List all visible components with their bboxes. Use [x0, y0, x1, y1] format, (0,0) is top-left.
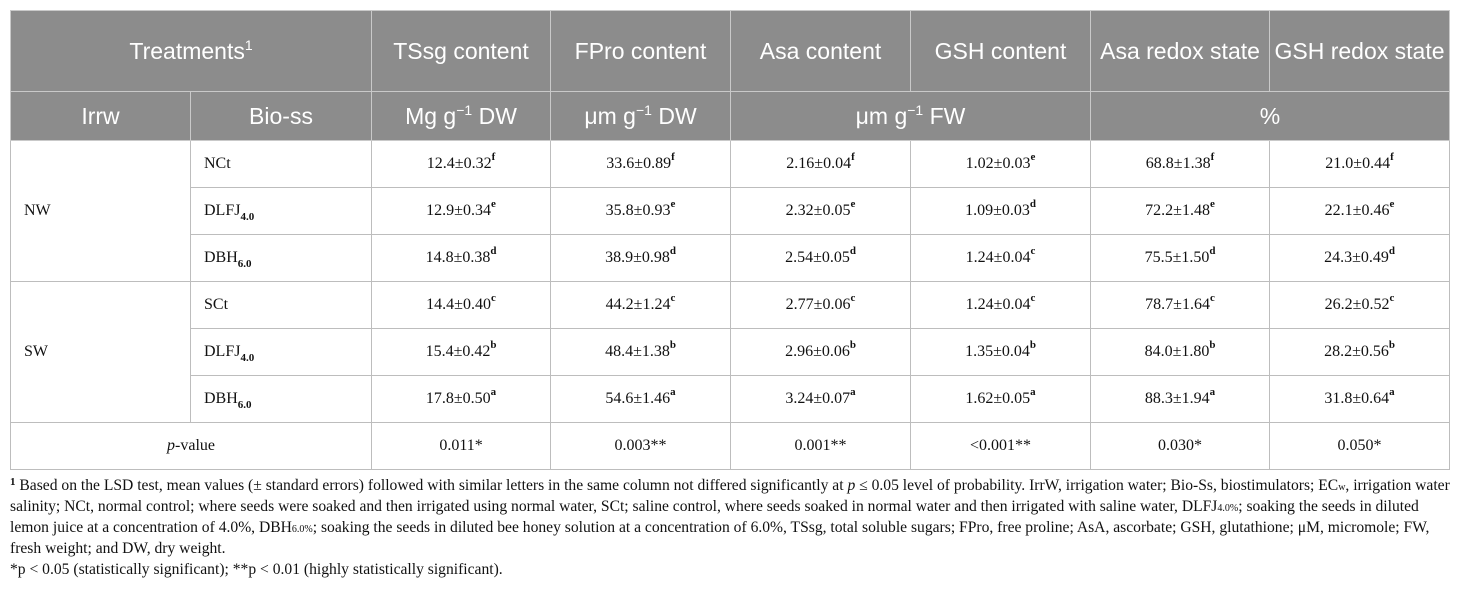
value-cell — [1270, 235, 1450, 282]
table-row — [11, 188, 1450, 235]
value: 1.62±0.05 — [965, 390, 1031, 407]
value: 78.7±1.64 — [1145, 296, 1210, 313]
value-cell — [1270, 329, 1450, 376]
unit-text: FW — [923, 102, 966, 129]
significance-letter: f — [491, 151, 496, 163]
unit-exponent: −1 — [907, 101, 924, 118]
value-cell — [911, 329, 1091, 376]
value: 33.6±0.89 — [606, 155, 672, 172]
pvalue-label — [11, 423, 372, 470]
significance-letter: a — [1209, 386, 1216, 398]
footnote-text: ; soaking the seeds in diluted bee honey solution at a concentration of 6.0%, TSsg, total soluble sugars; FPro, free proline; AsA, ascorbate; GSH, glutathione; μM, micromole; FW, fresh weight; and DW, dry weight. — [10, 519, 1430, 557]
col-header-tssg: TSsg content — [372, 11, 551, 92]
treatment-name: NCt — [204, 155, 231, 172]
value-cell — [1091, 376, 1270, 423]
value: 38.9±0.98 — [605, 249, 670, 266]
footnote-p: p — [847, 477, 856, 494]
value-cell — [731, 329, 911, 376]
table-body — [11, 141, 1450, 470]
significance-letter: b — [669, 339, 676, 351]
value-cell — [372, 141, 551, 188]
value-cell — [1270, 376, 1450, 423]
value-cell — [1091, 141, 1270, 188]
table-row — [11, 141, 1450, 188]
footnote-subscript: 4.0% — [1217, 503, 1239, 514]
value: 1.09±0.03 — [965, 202, 1030, 219]
value: 3.24±0.07 — [785, 390, 851, 407]
value: 1.35±0.04 — [965, 343, 1030, 360]
value: 35.8±0.93 — [605, 202, 671, 219]
pvalue-cell: 0.050* — [1270, 423, 1450, 470]
value: 12.4±0.32 — [426, 155, 492, 172]
table-footnotes — [10, 475, 1450, 580]
pvalue-cell: 0.030* — [1091, 423, 1270, 470]
unit-text: μm g — [855, 102, 908, 129]
footnote-1 — [10, 475, 1450, 559]
value: 17.8±0.50 — [425, 390, 491, 407]
treatments-header — [11, 11, 372, 92]
value-cell — [372, 329, 551, 376]
treatments-label: Treatments — [129, 37, 245, 64]
significance-letter: a — [670, 386, 676, 398]
treatment-subscript: 4.0 — [240, 352, 255, 364]
pvalue-suffix: -value — [175, 437, 215, 454]
value: 1.02±0.03 — [965, 155, 1031, 172]
col-header-fpro: FPro content — [551, 11, 731, 92]
value: 68.8±1.38 — [1145, 155, 1211, 172]
significance-letter: f — [1390, 151, 1394, 163]
treatment-cell — [191, 235, 372, 282]
significance-letter: b — [1029, 339, 1036, 351]
value: 2.16±0.04 — [786, 155, 852, 172]
significance-letter: e — [670, 198, 676, 210]
value: 88.3±1.94 — [1144, 390, 1210, 407]
significance-letter: b — [490, 339, 497, 351]
irrw-group-label: NW — [11, 141, 191, 282]
unit-fpro — [551, 92, 731, 141]
unit-exponent: −1 — [456, 101, 473, 118]
col-header-gsh: GSH content — [911, 11, 1091, 92]
table-row — [11, 235, 1450, 282]
value-cell — [911, 282, 1091, 329]
value-cell — [1270, 141, 1450, 188]
pvalue-p: p — [167, 437, 176, 454]
value: 22.1±0.46 — [1324, 202, 1390, 219]
significance-letter: a — [850, 386, 856, 398]
significance-letter: b — [1388, 339, 1395, 351]
treatment-subscript: 6.0 — [237, 258, 252, 270]
value: 75.5±1.50 — [1144, 249, 1210, 266]
value-cell — [551, 141, 731, 188]
value-cell — [911, 188, 1091, 235]
value: 44.2±1.24 — [605, 296, 671, 313]
treatment-cell — [191, 141, 372, 188]
value-cell — [911, 235, 1091, 282]
unit-text: Mg g — [405, 102, 457, 129]
irrw-group-label: SW — [11, 282, 191, 423]
significance-letter: d — [1029, 198, 1036, 210]
significance-letter: c — [850, 292, 856, 304]
value-cell — [731, 235, 911, 282]
value-cell — [731, 188, 911, 235]
significance-letter: e — [1030, 151, 1036, 163]
unit-exponent: −1 — [635, 101, 652, 118]
value: 2.96±0.06 — [785, 343, 850, 360]
value-cell — [551, 188, 731, 235]
footnote-text: , irrigation water salinity; NCt, normal control; where seeds were soaked and then irrigated using normal water, SCt; saline control, where seeds soaked in normal water and then irrigated with saline water, DLFJ — [10, 477, 1450, 515]
value-cell — [731, 376, 911, 423]
significance-letter: e — [850, 198, 856, 210]
value: 2.77±0.06 — [785, 296, 851, 313]
value: 28.2±0.56 — [1324, 343, 1389, 360]
irrw-header: Irrw — [11, 92, 191, 141]
header-row-1 — [11, 11, 1450, 92]
table-row — [11, 329, 1450, 376]
value-cell — [551, 235, 731, 282]
table-row — [11, 282, 1450, 329]
treatment-name: DBH — [204, 249, 238, 266]
unit-text: DW — [472, 102, 517, 129]
unit-fw — [731, 92, 1091, 141]
treatment-cell — [191, 329, 372, 376]
significance-letter: c — [1209, 292, 1215, 304]
treatment-subscript: 4.0 — [240, 211, 255, 223]
treatment-name: DLFJ — [204, 343, 241, 360]
treatment-name: SCt — [204, 296, 229, 313]
value-cell — [372, 235, 551, 282]
significance-letter: c — [490, 292, 496, 304]
value: 1.24±0.04 — [965, 249, 1031, 266]
unit-percent: % — [1091, 92, 1450, 141]
significance-letter: b — [849, 339, 856, 351]
pvalue-cell: <0.001** — [911, 423, 1091, 470]
significance-letter: a — [490, 386, 497, 398]
significance-letter: f — [1210, 151, 1215, 163]
unit-text: DW — [651, 102, 697, 129]
value: 84.0±1.80 — [1144, 343, 1210, 360]
value: 26.2±0.52 — [1324, 296, 1390, 313]
footnote-subscript: w — [1338, 482, 1346, 493]
significance-note: *p < 0.05 (statistically significant); **p < 0.01 (highly statistically significant). — [10, 561, 503, 578]
col-header-gsh-redox: GSH redox state — [1270, 11, 1450, 92]
value-cell — [372, 188, 551, 235]
value: 21.0±0.44 — [1325, 155, 1391, 172]
significance-letter: e — [1389, 198, 1395, 210]
significance-letter: c — [1030, 245, 1036, 257]
significance-letter: d — [490, 245, 497, 257]
significance-letter: c — [1389, 292, 1395, 304]
value-cell — [551, 282, 731, 329]
treatment-cell — [191, 376, 372, 423]
value-cell — [551, 329, 731, 376]
pvalue-row — [11, 423, 1450, 470]
pvalue-cell: 0.001** — [731, 423, 911, 470]
value: 48.4±1.38 — [605, 343, 670, 360]
unit-text: μm g — [584, 102, 636, 129]
footnote-subscript: 6.0% — [291, 524, 313, 535]
data-table — [10, 10, 1450, 470]
value: 2.54±0.05 — [785, 249, 850, 266]
significance-letter: d — [1388, 245, 1395, 257]
footnote-text: Based on the LSD test, mean values (± standard errors) followed with similar letters in the same column not differed significantly at — [15, 477, 848, 494]
header-row-2 — [11, 92, 1450, 141]
unit-tssg — [372, 92, 551, 141]
significance-letter: b — [1209, 339, 1216, 351]
footnote-marker: 1 — [10, 476, 16, 488]
significance-letter: c — [1030, 292, 1036, 304]
value: 14.4±0.40 — [426, 296, 491, 313]
value-cell — [1270, 282, 1450, 329]
value: 2.32±0.05 — [785, 202, 851, 219]
treatment-cell — [191, 282, 372, 329]
treatment-subscript: 6.0 — [237, 399, 252, 411]
value-cell — [551, 376, 731, 423]
footnote-text: ≤ 0.05 level of probability. IrrW, irrigation water; Bio-Ss, biostimulators; EC — [855, 477, 1339, 494]
value: 15.4±0.42 — [425, 343, 491, 360]
significance-letter: e — [490, 198, 496, 210]
value-cell — [731, 141, 911, 188]
table-row — [11, 376, 1450, 423]
significance-letter: f — [851, 151, 855, 163]
pvalue-cell: 0.011* — [372, 423, 551, 470]
value-cell — [1091, 235, 1270, 282]
value: 54.6±1.46 — [605, 390, 671, 407]
value-cell — [1270, 188, 1450, 235]
value-cell — [1091, 188, 1270, 235]
value: 1.24±0.04 — [965, 296, 1031, 313]
value-cell — [911, 376, 1091, 423]
treatment-name: DLFJ — [204, 202, 241, 219]
bioss-header: Bio-ss — [191, 92, 372, 141]
value: 24.3±0.49 — [1324, 249, 1389, 266]
treatment-cell — [191, 188, 372, 235]
value-cell — [731, 282, 911, 329]
significance-letter: d — [1209, 245, 1216, 257]
value: 14.8±0.38 — [425, 249, 491, 266]
significance-letter: d — [669, 245, 676, 257]
table-header — [11, 11, 1450, 141]
significance-letter: d — [849, 245, 856, 257]
value-cell — [1091, 282, 1270, 329]
value: 31.8±0.64 — [1324, 390, 1390, 407]
col-header-asa-redox: Asa redox state — [1091, 11, 1270, 92]
footnote-text: ; soaking the seeds in diluted lemon juice at a concentration of 4.0%, DBH — [10, 498, 1419, 536]
value: 12.9±0.34 — [426, 202, 491, 219]
significance-letter: e — [1209, 198, 1215, 210]
significance-letter: a — [1389, 386, 1395, 398]
significance-letter: c — [670, 292, 676, 304]
value-cell — [1091, 329, 1270, 376]
value-cell — [372, 282, 551, 329]
treatment-name: DBH — [204, 390, 238, 407]
value-cell — [372, 376, 551, 423]
significance-letter: a — [1030, 386, 1036, 398]
col-header-asa: Asa content — [731, 11, 911, 92]
treatments-footnote-marker: 1 — [244, 36, 253, 53]
significance-letter: f — [671, 151, 675, 163]
value-cell — [911, 141, 1091, 188]
table-container — [10, 10, 1450, 580]
value: 72.2±1.48 — [1145, 202, 1210, 219]
pvalue-cell: 0.003** — [551, 423, 731, 470]
